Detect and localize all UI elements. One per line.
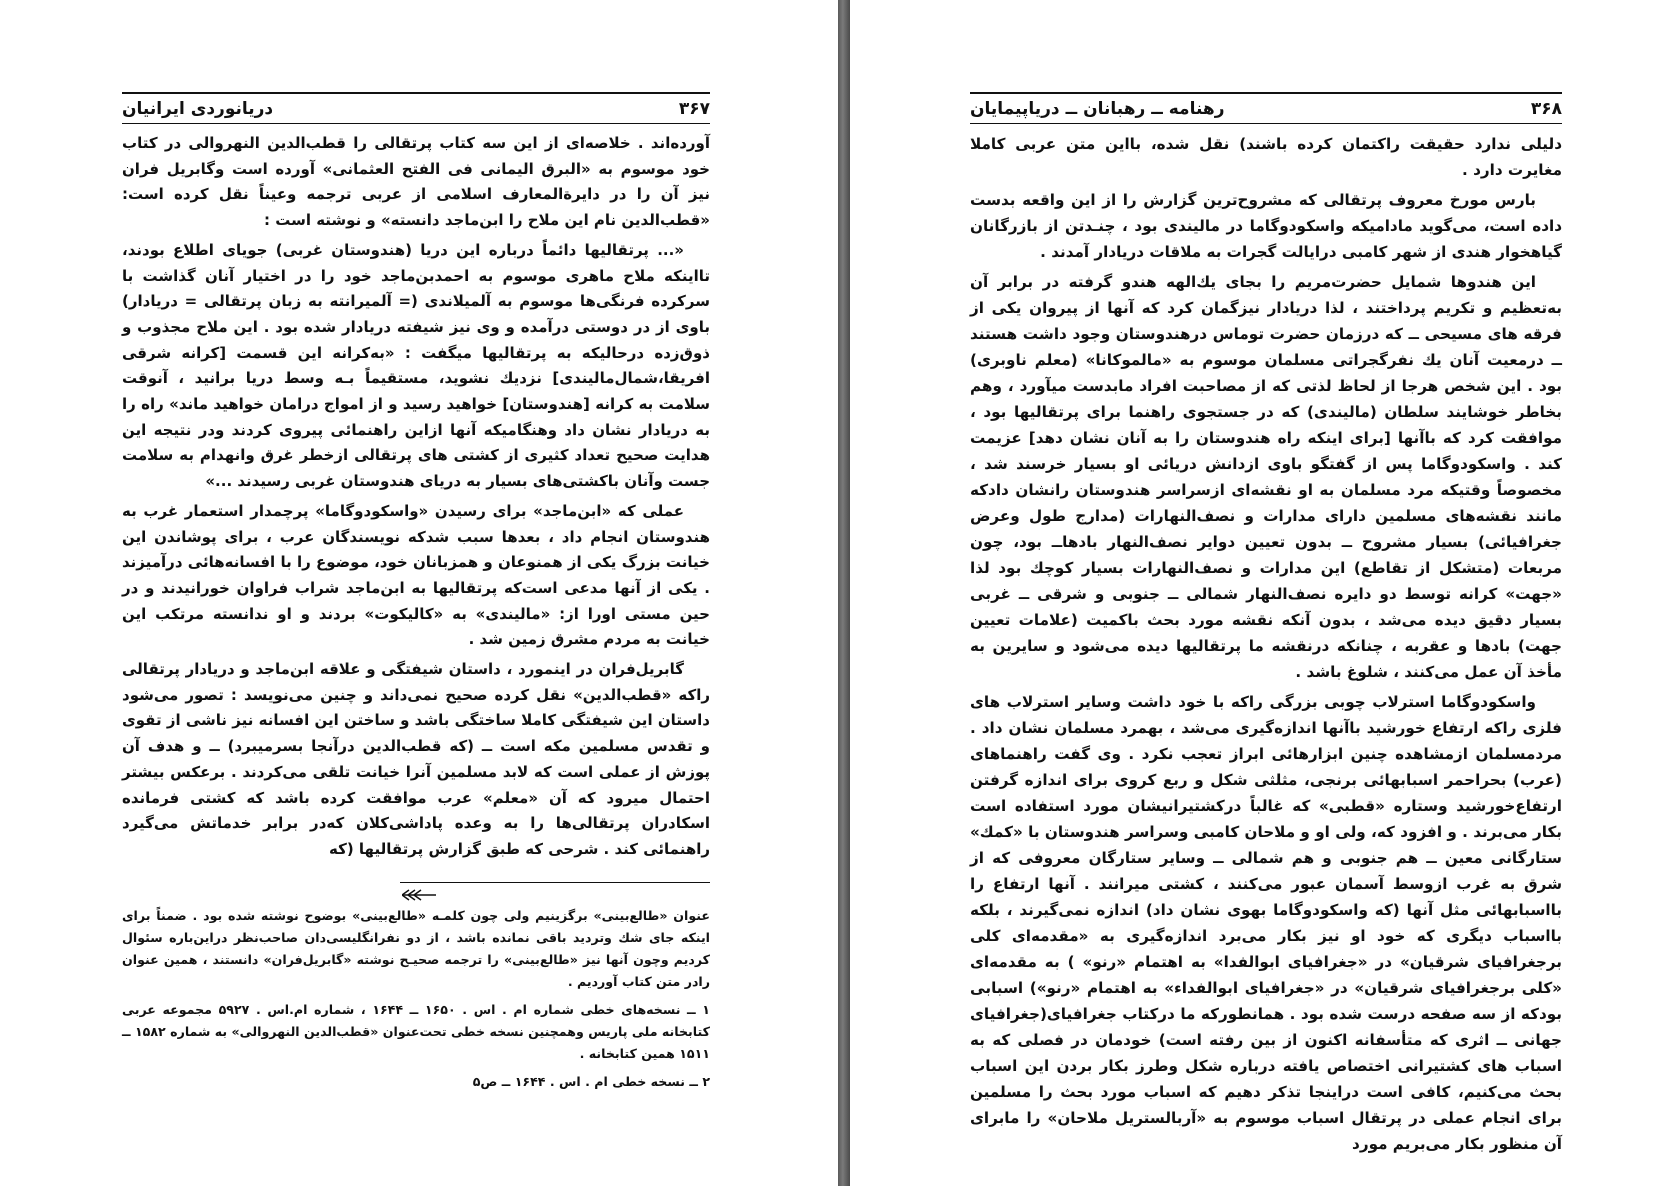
right-page-number: ۳۶۸	[1530, 98, 1562, 119]
paragraph: این هندوها شمایل حضرت‌مریم را بجای یك‌الهه هندو گرفته در برابر آن به‌تعظیم و تکریم پرداختند ، لذا دریادار نیزگمان کرد که آنها از پیروان یکی از فرقه های مسیحی ــ که درزمان حضرت توماس درهندوستان وجود داشت هستند ــ درمعیت آنان یك نفرگجراتی مسلمان موسوم به «مالموکانا» (معلم ناوبری) بود . این شخص هرجا از لحاظ لذتی که از مصاحبت افراد مابدست میآورد ، وهم بخاطر خوشایند سلطان (مالیندی) که در جستجوی راهنما برای پرتقالیها بود ، موافقت کرد که باآنها [برای اینکه راه هندوستان را به آنان نشان دهد] عزیمت کند . واسکودوگاما پس از گفتگو باوی ازدانش دریائی او بسیار خرسند شد ، مخصوصاً وقتیکه مرد مسلمان به او نقشه‌ای ازسراسر هندوستان رانشان داد‌که مانند نقشه‌های مسلمین دارای مدارات و نصف‌النهارات (مدارج طول وعرض جغرافیائی) بسیار مشروح ــ بدون تعیین دوایر نصف‌النهار بادهاــ بود، چون مربعات (متشکل از تقاطع) این مدارات و نصف‌النهارات بسیار کوچك بود لذا «جهت» کرانه توسط دو دایره نصف‌النهار شمالی ــ جنوبی و شرقی ــ غربی بسیار دقیق دیده می‌شد ، بدون آنکه نقشه مورد بحث باکمیت (علامات تعیین جهت) بادها و عقربه ، چنانکه درنقشه ما پرتقالیها دیده می‌شود و سایرین به مأخذ آن عمل می‌کنند ، شلوغ باشد .	[970, 273, 1562, 681]
book-gutter	[838, 0, 850, 1186]
left-page-header	[122, 92, 710, 124]
paragraph: آورده‌اند . خلاصه‌ای از این سه کتاب پرتقالی را قطب‌الدین النهروالی در کتاب خود موسوم به «البرق الیمانی فی الفتح العثمانی» آورده است وگابریل فران نیز آن را در دایرةالمعارف اسلامی از عربی ترجمه وعیناً نقل کرده است: «قطب‌الدین نام این ملاح را ابن‌ماجد دانسته» و نوشته است :	[122, 134, 710, 230]
left-page	[0, 0, 838, 1186]
quotation: «... پرتقالیها دائماً درباره این دریا (هندوستان غربی) جویای اطلاع بودند، تااینکه ملاح ماهری موسوم به احمدبن‌ماجد خود را در اختیار آنان گذاشت با سرکرده فرنگی‌ها موسوم به آلمیلاندی (= آلمیرانته به زبان پرتقالی = دریادار) باوی از در دوستی درآمده و وی نیز شیفته دریادار شده بود . این ملاح مجذوب و ذوق‌زده درحالیکه به پرتقالیها میگفت : «به‌کرانه این قسمت [کرانه شرقی افریقا،شمال‌مالیندی] نزدیك نشوید، مستقیماً بـه وسط دریا برانید ، آنوقت سلامت به کرانه [هندوستان] خواهید رسید و از امواج درامان خواهید ماند» راه را به دریادار نشان داد وهنگامیکه آنها ازاین راهنمائی پیروی کردند ودر نتیجه این هدایت صحیح تعداد کثیری از کشتی های پرتقالی ازخطر غرق وانهدام به سلامت جست وآنان باکشتی‌های بسیار به دریای هندوستان غربی رسیدند ...»	[122, 240, 710, 491]
paragraph: عملی که «ابن‌ماجد» برای رسیدن «واسکودوگاما» پرچمدار استعمار غرب به هندوستان انجام داد ، بعدها سبب شدکه نویسندگان عرب ، برای پوشاندن این خیانت بزرگ یکی از همنوعان و همزبانان خود، موضوع را با افسانه‌هائی درآمیزند . یکی از آنها مدعی است‌که پرتقالیها به ابن‌ماجد شراب فراوان خورانیدند و در حین مستی اورا از: «مالیندی» به «کالیکوت» بردند و او ندانسته مرتکب این خیانت به مردم مشرق زمین شد .	[122, 501, 710, 649]
left-footnotes	[122, 905, 710, 1099]
footnote: ۲ ــ نسخه خطی ام . اس . ۱۶۴۴ ــ ص۵	[472, 1074, 710, 1089]
right-page	[850, 0, 1677, 1186]
footnote-separator	[400, 882, 710, 883]
left-running-title: دریانوردی ایرانیان	[122, 98, 274, 119]
paragraph: گابریل‌فران در اینمورد ، داستان شیفتگی و علاقه ابن‌ماجد و دریادار پرتقالی راکه «قطب‌الدین» نقل کرده صحیح نمی‌داند و چنین می‌نویسد : تصور می‌شود داستان این شیفتگی کاملا ساختگی باشد و ساختن این افسانه نیز ناشی از تقوی و تقدس مسلمین مکه است ــ (که قطب‌الدین درآنجا بسرمیبرد) ــ و هدف آن پوزش از عملی است که لابد مسلمین آنرا خیانت تلقی می‌کردند . برعکس بیشتر احتمال میرود که آن «معلم» عرب موافقت کرده باشد که کشتی فرمانده اسکادران پرتقالی‌ها را به وعده پاداشی‌کلان که‌در برابر خدماتش می‌گیرد راهنمائی کند . شرحی که طبق گزارش پرتقالیها (که	[122, 660, 710, 858]
right-page-header	[970, 92, 1562, 124]
right-page-body	[970, 131, 1562, 1161]
footnote: ۱ ــ نسخه‌های خطی شماره ام . اس . ۱۶۵۰ ــ ۱۶۴۴ ، شماره ام.اس . ۵۹۲۷ مجموعه عربی کتابخانه ملی پاریس وهمچنین نسخه خطی تحت‌عنوان «قطب‌الدین النهروالی» به شماره ۱۵۸۲ ــ ۱۵۱۱ همین کتابخانه .	[122, 1002, 710, 1061]
left-page-body	[122, 131, 710, 867]
paragraph: بارس مورخ معروف پرتقالی که مشروح‌ترین گزارش را از این واقعه بدست داده است، می‌گوید مادامیکه واسکودوگاما در مالیندی بود ، چنـدتن از بازرگانان گیاهخوار هندی از شهر کامبی درایالت گجرات به ملاقات دریادار آمدند .	[970, 191, 1562, 261]
footnote-arrow-icon	[402, 889, 438, 901]
paragraph: دلیلی ندارد حقیقت راکتمان کرده باشند) نقل شده، بااین متن عربی کاملا مغایرت دارد .	[970, 135, 1562, 179]
footnote: عنوان «طالع‌بینی» برگزینیم ولی چون کلمـه «طالع‌بینی» بوضوح نوشته شده بود . ضمناً برای اینکه جای شك وتردید باقی نمانده باشد ، از دو نفرانگلیسی‌دان صاحب‌نظر دراین‌باره سئوال کردیم وچون آنها نیز «طالع‌بینی» را ترجمه صحیـح نوشته «گابریل‌فران» دانستند ، همین عنوان رادر متن کتاب آوردیم .	[122, 908, 710, 989]
left-page-number: ۳۶۷	[678, 98, 710, 119]
paragraph: واسکودوگاما استرلاب چوبی بزرگی راکه با خود داشت وسایر استرلاب های فلزی راکه ارتفاع خورشید باآنها اندازه‌گیری می‌شد ، بهمرد مسلمان نشان داد . مردمسلمان ازمشاهده چنین ابزارهائی ابراز تعجب نکرد . وی گفت راهنماهای (عرب) بحراحمر اسبابهائی برنجی، مثلثی شکل و ربع کروی برای اندازه گرفتن ارتفاع‌خورشید وستاره «قطبی» که غالباً درکشتیرانیشان مورد استفاده است بکار می‌برند . و افزود که، ولی او و ملاحان کامبی وسراسر هندوستان با «کمك» ستارگانی معین ــ هم جنوبی و هم شمالی ــ وسایر ستارگان معروفی که از شرق به غرب ازوسط آسمان عبور می‌کنند ، کشتی میرانند . آنها ارتفاع را بااسبابهائی مثل آنها (که واسکودوگاما بهوی نشان داد) اندازه نمی‌گیرند ، بلکه بااسباب دیگری که خود او نیز بکار می‌برد اندازه‌گیری به «مقدمه‌ای کلی برجغرافیای شرقیان» در «جغرافیای ابوالفدا» به اهتمام «رنو» ) به مقدمه‌ای «کلی برجغرافیای شرقیان» در «جغرافیای ابوالفداء» به اهتمام «رنو») اسبابی بودکه از سه صفحه درست شده بود . همانطورکه ما درکتاب جغرافیای(جغرافیای جهانی ــ اثری که متأسفانه اکنون از بین رفته است) خودمان در فصلی که به اسباب های کشتیرانی اختصاص یافته درباره شکل وطرز بکار بردن این اسباب بحث می‌کنیم، کافی است دراینجا تذکر دهیم که اسباب مورد بحث را مسلمین برای انجام عملی در پرتقال اسباب موسوم به «آربالستریل ملاحان» را مابرای آن منظور بکار می‌بریم مورد	[970, 693, 1562, 1153]
right-running-title: رهنامه ــ رهبانان ــ دریاپیمایان	[970, 98, 1225, 119]
